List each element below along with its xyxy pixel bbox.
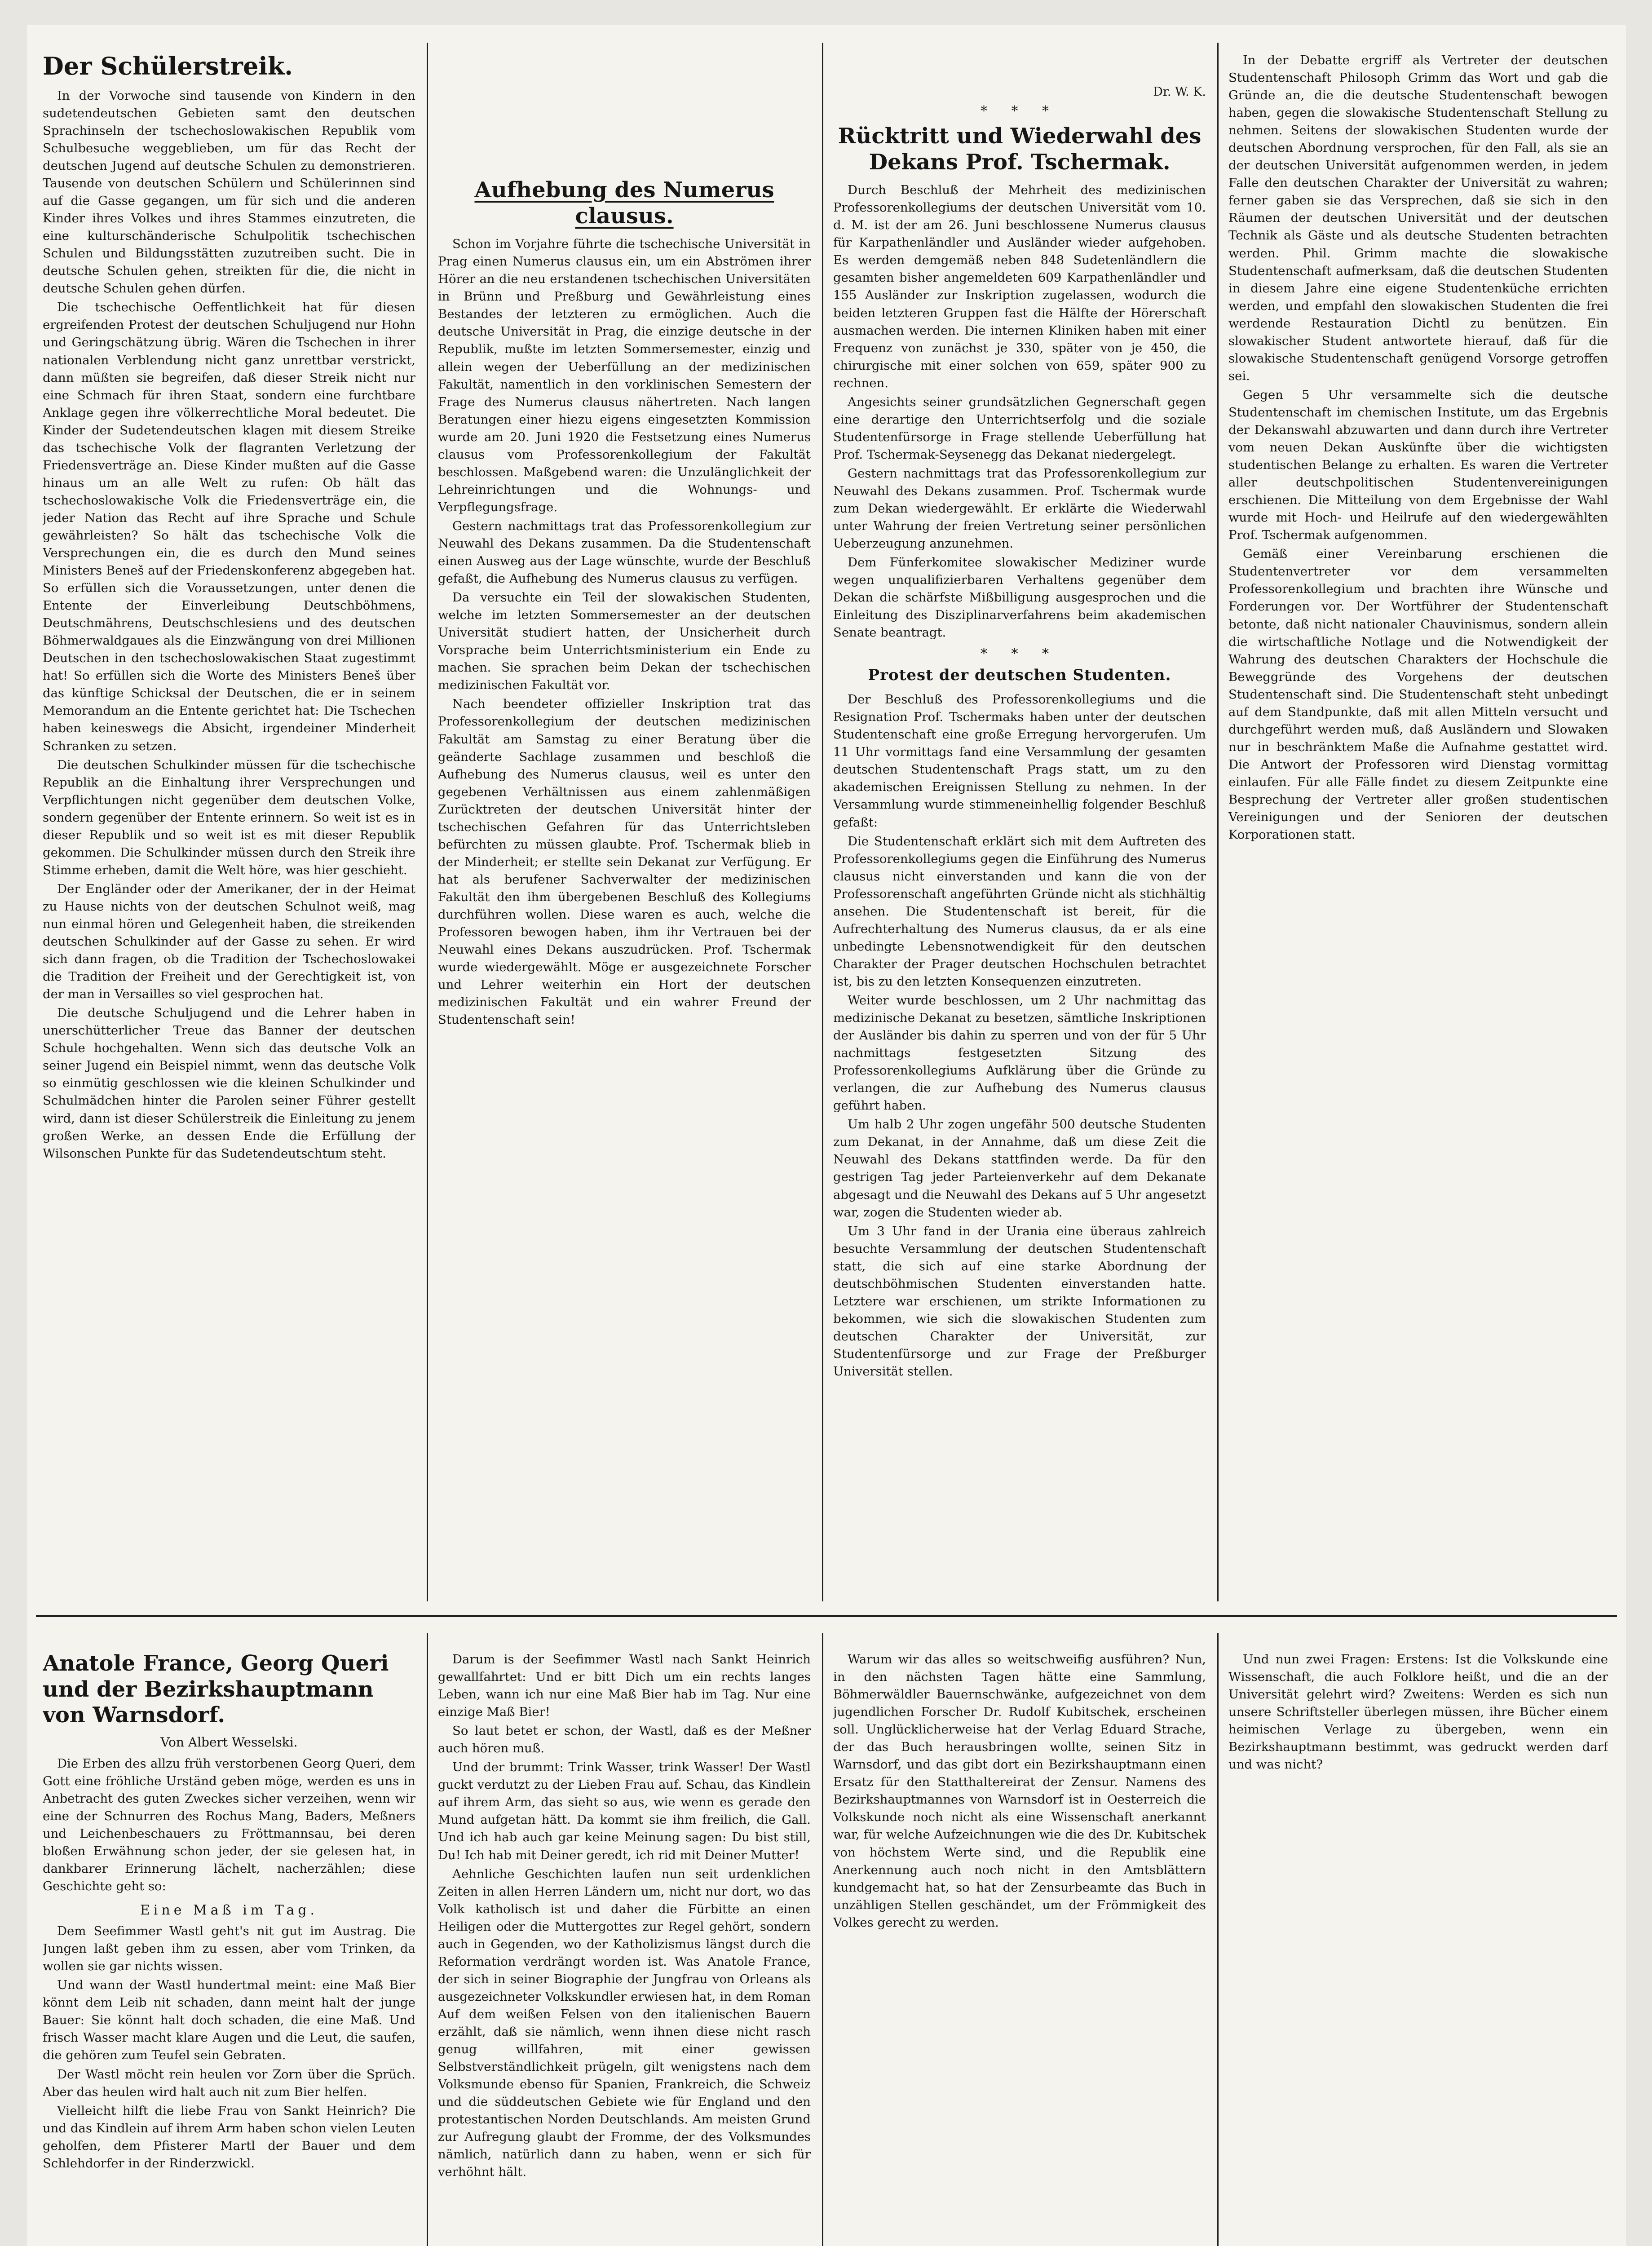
- paragraph: Weiter wurde beschlossen, um 2 Uhr nachmittag das medizinische Dekanat zu besetzen, sämtliche Inskriptionen der Ausländer bis dahin zu sperren und von der für 5 Uhr nachmittags festgesetzten Sitzung des Professorenkollegiums Aufklärung über die Gründe zu verlangen, die zur Aufhebung des Numerus clausus geführt haben.: [833, 993, 1206, 1113]
- paragraph: In der Vorwoche sind tausende von Kindern in den sudetendeutschen Gebieten samt den deutschen Sprachinseln der tschechoslowakischen Republik vom Schulbesuche weggeblieben, um für das Recht der deutschen Jugend auf deutsche Schulen zu demonstrieren. Tausende von deutschen Schülern und Schülerinnen sind auf die Gasse gegangen, um für sich und die anderen Kinder ihres Volkes und ihres Stammes einzutreten, die eine kulturschänderische Schulpolitik tschechischen Schulen und Bildungsstätten zuzutreiben sucht. Die in deutsche Schulen gehen, streikten für die, die nicht in deutsche Schulen gehen dürfen.: [43, 88, 415, 296]
- paragraph: Angesichts seiner grundsätzlichen Gegnerschaft gegen eine derartige den Unterrichtserfolg und die soziale Studentenfürsorge in Frage stellende Ueberfüllung hat Prof. Tschermak-Seysenegg das Dekanat niedergelegt.: [833, 394, 1206, 462]
- paragraph: Gestern nachmittags trat das Professorenkollegium zur Neuwahl des Dekans zusammen. Da die Studentenschaft einen Ausweg aus der Lage wünschte, wurde der Beschluß gefaßt, die Aufhebung des Numerus clausus zu verfügen.: [438, 518, 811, 586]
- paragraph: Um halb 2 Uhr zogen ungefähr 500 deutsche Studenten zum Dekanat, in der Annahme, daß um diese Zeit die Neuwahl des Dekans stattfinden werde. Da für den gestrigen Tag jeder Parteienverkehr auf dem Dekanate abgesagt und die Neuwahl des Dekans auf 5 Uhr angesetzt war, zogen die Studenten wieder ab.: [833, 1117, 1206, 1220]
- column-rule: [1217, 1633, 1219, 2246]
- paragraph: Die deutschen Schulkinder müssen für die tschechische Republik an die Einhaltung ihrer Versprechungen und Verpflichtungen nicht gegenüber dem deutschen Volke, sondern gegenüber der Entente erinnern. So weit ist es in dieser Republik und so weit ist es mit dieser Republik gekommen. Die Schulkinder müssen durch den Streik ihre Stimme erheben, damit die Welt höre, was hier geschieht.: [43, 757, 415, 877]
- paragraph: Der Beschluß des Professorenkollegiums und die Resignation Prof. Tschermaks haben unter der deutschen Studentenschaft eine große Erregung hervorgerufen. Um 11 Uhr vormittags fand eine Versammlung der gesamten deutschen Studentenschaft Prags statt, um zu den akademischen Ereignissen Stellung zu nehmen. In der Versammlung wurde stimmeneinhellig folgender Beschluß gefaßt:: [833, 692, 1206, 830]
- paragraph: Schon im Vorjahre führte die tschechische Universität in Prag einen Numerus clausus ein, um ein Abströmen ihrer Hörer an die neu erstandenen tschechischen Universitäten in Brünn und Preßburg und Gewährleistung eines Bestandes der letzteren zu ermöglichen. Auch die deutsche Universität in Prag, die einzige deutsche in der Republik, mußte im letzten Sommersemester, einzig und allein wegen der Ueberfüllung an der medizinischen Fakultät, namentlich in den vorklinischen Semestern der Frage des Numerus clausus nähertreten. Nach langen Beratungen einer hiezu eigens eingesetzten Kommission wurde am 20. Juni 1920 die Festsetzung eines Numerus clausus vom Professorenkollegium der Fakultät beschlossen. Maßgebend waren: die Unzulänglichkeit der Lehreinrichtungen und die Wohnungs- und Verpflegungsfrage.: [438, 237, 811, 514]
- headline-protest: Protest der deutschen Studenten.: [868, 666, 1171, 685]
- article-debatte: [1228, 52, 1608, 1601]
- signature: Dr. W. K.: [1153, 85, 1206, 99]
- paragraph: Die Studentenschaft erklärt sich mit dem Auftreten des Professorenkollegiums gegen die Einführung des Numerus clausus nicht einverstanden und kann die von der Professorenschaft angeführten Gründe nicht als stichhältig ansehen. Die Studentenschaft ist bereit, für die Aufrechterhaltung des Numerus clausus, da er als eine unbedingte Lebensnotwendigkeit für den deutschen Charakter der Prager deutschen Hochschulen betrachtet ist, bis zu den letzten Konsequenzen einzutreten.: [833, 834, 1206, 989]
- paragraph: Da versuchte ein Teil der slowakischen Studenten, welche im letzten Sommersemester an der deutschen Universität studiert hatten, der Unsicherheit durch Vorsprache beim Unterrichtsministerium ein Ende zu machen. Sie sprachen beim Dekan der tschechischen medizinischen Fakultät vor.: [438, 590, 811, 693]
- paragraph: In der Debatte ergriff als Vertreter der deutschen Studentenschaft Philosoph Grimm das Wort und gab die Gründe an, die die deutsche Studentenschaft bewogen haben, gegen die slowakische Studentenschaft Stellung zu nehmen. Seitens der slowakischen Studenten wurde der deutschen Abordnung versprochen, für den Fall, als sie an der deutschen Universität aufgenommen werden, in jedem Falle den deutschen Charakter der Universität zu wahren; ferner gaben sie das Versprechen, daß sie sich in den Räumen der deutschen Universität und der deutschen Technik als Gäste und als deutsche Studenten betrachten werden. Phil. Grimm machte die slowakische Studentenschaft aufmerksam, daß die deutschen Studenten in diesem Jahre eine eigene Studentenküche errichten werden, und empfahl den slowakischen Studenten die frei werdende Restauration Dichtl zu benützen. Ein slowakischer Student antwortete hierauf, daß für die slowakische Studentenschaft genügend Vorsorge getroffen sei.: [1228, 53, 1608, 383]
- continued-text-top: [438, 52, 811, 177]
- paragraph: Und nun zwei Fragen: Erstens: Ist die Volkskunde eine Wissenschaft, die auch Folklore heißt, und die an der Universität gelehrt wird? Zweitens: Werden es sich nun unsere Schriftsteller überlegen müssen, ihre Bücher einem heimischen Verlage zu übergeben, wenn ein Bezirkshauptmann bestimmt, was gedruckt werden darf und was nicht?: [1228, 1652, 1608, 1772]
- separator-stars: * * *: [980, 103, 1059, 119]
- paragraph: Die tschechische Oeffentlichkeit hat für diesen ergreifenden Protest der deutschen Schuljugend nur Hohn und Geringschätzung übrig. Wären die Tschechen in ihrer nationalen Verblendung nicht ganz unrettbar verstrickt, dann müßten sie begreifen, daß dieser Streik nicht nur eine Schmach für ihren Staat, sondern eine furchtbare Anklage gegen ihre völkerrechtliche Moral bedeutet. Die Kinder der Sudetendeutschen klagen mit diesem Streike das tschechische Volk der flagranten Verletzung der Friedensverträge an. Diese Kinder mußten auf die Gasse hinaus um an alle Welt zu rufen: Ob hält das tschechoslowakische Volk die Friedensverträge ein, die jeder Nation das Recht auf ihre Sprache und Schule gewährleisten? So hält das tschechische Volk die Versprechungen ein, die es durch den Mund seines Ministers Beneš auf der Friedenskonferenz abgegeben hat. So erfüllen sich die Voraussetzungen, unter denen die Entente der Einverleibung Deutschböhmens, Deutschmährens, Deutschschlesiens und des deutschen Böhmerwaldgaues als die Einzwängung von drei Millionen Deutschen in den tschechoslowakischen Staat zugestimmt hat! So erfüllen sich die Worte des Ministers Beneš über das künftige Schicksal der Deutschen, die er in seinem Memorandum an die Entente gerichtet hat: Die Tschechen haben keineswegs die Absicht, irgendeiner Minderheit Schranken zu setzen.: [43, 300, 415, 753]
- paragraph: Die Erben des allzu früh verstorbenen Georg Queri, dem Gott eine fröhliche Urständ geben möge, werden es uns in Anbetracht des guten Zweckes sicher verzeihen, wenn wir eine der Schnurren des Rochus Mang, Baders, Meßners und Leichenbeschauers zu Fröttmannsau, bei deren bloßen Erwähnung schon jeder, der sie gelesen hat, in dankbarer Erinnerung lächelt, nacherzählen; diese Geschichte geht so:: [43, 1756, 415, 1894]
- paragraph: Und wann der Wastl hundertmal meint: eine Maß Bier könnt dem Leib nit schaden, dann meint halt der junge Bauer: Sie könnt halt doch schaden, die eine Maß. Und frisch Wasser macht klare Augen und die Leut, die saufen, die gehören zum Teufel sein Gebraten.: [43, 1978, 415, 2063]
- headline-ruecktritt: Rücktritt und Wiederwahl des Dekans Prof. Tschermak.: [838, 124, 1201, 175]
- section-divider: [36, 1615, 1617, 1617]
- column-rule: [1217, 43, 1219, 1601]
- subheading: Eine Maß im Tag.: [140, 1902, 318, 1919]
- article-schuelerstreik: [43, 52, 415, 1601]
- feuilleton-col-2: [438, 1651, 811, 2246]
- paragraph: Gestern nachmittags trat das Professorenkollegium zur Neuwahl des Dekans zusammen. Prof. Tschermak wurde zum Dekan wiedergewählt. Er erklärte die Wiederwahl unter Wahrung der freien Vertretung seiner persönlichen Ueberzeugung anzunehmen.: [833, 466, 1206, 551]
- article-ruecktritt: [833, 52, 1206, 1601]
- paragraph: Und der brummt: Trink Wasser, trink Wasser! Der Wastl guckt verdutzt zu der Lieben Frau auf. Schau, das Kindlein auf ihrem Arm, das sieht so aus, wie wenn es gerade den Mund aufgetan hätt. Da kommt sie ihm freilich, die Gall. Und ich hab auch gar keine Meinung sagen: Du bist still, Du! Ich hab mit Deiner geredt, ich rid mit Deiner Mutter!: [438, 1760, 811, 1862]
- paragraph: So laut betet er schon, der Wastl, daß es der Meßner auch hören muß.: [438, 1724, 811, 1756]
- column-rule: [822, 1633, 823, 2246]
- headline-anatole-france: Anatole France, Georg Queri und der Bezirkshauptmann von Warnsdorf.: [43, 1651, 389, 1728]
- paragraph: Der Wastl möcht rein heulen vor Zorn über die Sprüch. Aber das heulen wird halt auch nit zum Bier helfen.: [43, 2067, 415, 2099]
- headline-numerus-clausus: Aufhebung des Numerus clausus.: [474, 177, 774, 229]
- headline-schuelerstreik: Der Schülerstreik.: [43, 52, 293, 80]
- paragraph: Warum wir das alles so weitschweifig ausführen? Nun, in den nächsten Tagen hätte eine Sammlung, Böhmerwäldler Bauernschwänke, aufgezeichnet von dem jugendlichen Forscher Dr. Rudolf Kubitschek, erscheinen soll. Unglücklicherweise hat der Verlag Eduard Strache, der das Buch herausbringen wollte, seinen Sitz in Warnsdorf, und das gibt dort ein Bezirkshauptmann einen Ersatz für den Statthaltereirat der Zensur. Namens des Bezirkshauptmannes von Warnsdorf ist in Oesterreich die Volkskunde noch nicht als eine Wissenschaft anerkannt war, für welche Aufzeichnungen wie die des Dr. Kubitschek von höchstem Werte sind, und die Republik eine Anerkennung auch noch nicht in den Amtsblättern kundgemacht hat, so hat der Zensurbeamte das Buch in unzähligen Stellen geschändet, um der Frömmigkeit des Volkes gerecht zu werden.: [833, 1652, 1206, 1930]
- continued-text-top: [833, 52, 1206, 83]
- paragraph: Um 3 Uhr fand in der Urania eine überaus zahlreich besuchte Versammlung der deutschen Studentenschaft statt, die sich auf eine starke Abordnung der deutschböhmischen Studenten einverstanden hatte. Letztere war erschienen, um strikte Informationen zu bekommen, wie sich die slowakischen Studenten zum deutschen Charakter der Universität, zur Studentenfürsorge und zur Frage der Preßburger Universität stellen.: [833, 1224, 1206, 1379]
- paragraph: Nach beendeter offizieller Inskription trat das Professorenkollegium der deutschen medizinischen Fakultät am Samstag zu einer Beratung über die geänderte Sachlage zusammen und beschloß die Aufhebung des Numerus clausus, weil es unter den gegebenen Verhältnissen aus einem zahlenmäßigen Zurücktreten der deutschen Universität hinter der tschechischen Gefahren für das Unterrichtsleben befürchten zu müssen glaubte. Prof. Tschermak blieb in der Minderheit; er stellte sein Dekanat zur Verfügung. Er hat als berufener Sachverwalter der medizinischen Fakultät den ihm übergebenen Beschluß des Kollegiums durchführen wollen. Diese waren es auch, welche die Professoren bewogen haben, ihm ihr Vertrauen bei der Neuwahl eines Dekans auszudrücken. Prof. Tschermak wurde wiedergewählt. Möge er ausgezeichnete Forscher und Lehrer weiterhin ein Hort der deutschen medizinischen Fakultät und ein wahrer Freund der Studentenschaft sein!: [438, 697, 811, 1027]
- feuilleton-col-1: [43, 1651, 415, 2246]
- paragraph: Die deutsche Schuljugend und die Lehrer haben in unerschütterlicher Treue das Banner der deutschen Schule hochgehalten. Wenn sich das deutsche Volk an seiner Jugend ein Beispiel nimmt, wenn das deutsche Volk so einmütig geschlossen wie die kleinen Schulkinder und Schulmädchen hinter die Parolen seiner Führer gestellt wird, dann ist dieser Schülerstreik die Einleitung zu jenem großen Werke, an dessen Ende die Erfüllung der Wilsonschen Punkte für das Sudetendeutschtum steht.: [43, 1006, 415, 1161]
- paragraph: Der Engländer oder der Amerikaner, der in der Heimat zu Hause nichts von der deutschen Schulnot weiß, mag nun einmal hören und Gelegenheit haben, die streikenden deutschen Schulkinder auf der Gasse zu sehen. Er wird sich dann fragen, ob die Tradition der Tschechoslowakei die Tradition der Freiheit und der Gerechtigkeit ist, von der man in Versailles so viel gesprochen hat.: [43, 881, 415, 1002]
- paragraph: Dem Fünferkomitee slowakischer Mediziner wurde wegen unqualifizierbaren Verhaltens gegenüber dem Dekan die schärfste Mißbilligung ausgesprochen und die Einleitung des Disziplinarverfahrens beim akademischen Senate beantragt.: [833, 555, 1206, 640]
- paragraph: Darum is der Seefimmer Wastl nach Sankt Heinrich gewallfahrtet: Und er bitt Dich um ein rechts langes Leben, wann ich nur eine Maß Bier hab im Tag. Nur eine einzige Maß Bier!: [438, 1652, 811, 1720]
- paragraph: Vielleicht hilft die liebe Frau von Sankt Heinrich? Die und das Kindlein auf ihrem Arm haben schon vielen Leuten geholfen, dem Pfisterer Martl der Bauer und dem Schlehdorfer in der Rinderzwickl.: [43, 2103, 415, 2171]
- feuilleton-col-4: [1228, 1651, 1608, 2246]
- paragraph: Dem Seefimmer Wastl geht's nit gut im Austrag. Die Jungen laßt geben ihm zu essen, aber vom Trinken, da wollen sie gar nichts wissen.: [43, 1924, 415, 1974]
- paragraph: Durch Beschluß der Mehrheit des medizinischen Professorenkollegiums der deutschen Universität vom 10. d. M. ist der am 26. Juni beschlossene Numerus clausus für Karpathenländler und Ausländer wieder aufgehoben. Es werden demgemäß neben 848 Sudetenländlern die gesamten bisher angemeldeten 609 Karpathenländler und 155 Ausländer zur Inskription zugelassen, wodurch die beiden letzteren Gruppen fast die Hälfte der Hörerschaft ausmachen werden. Die internen Kliniken haben mit einer Frequenz von zunächst je 330, später von je 450, die chirurgische mit einer solchen von 659, später 900 zu rechnen.: [833, 183, 1206, 390]
- column-rule: [427, 1633, 428, 2246]
- separator-stars: * * *: [980, 646, 1059, 662]
- article-numerus-clausus: [438, 52, 811, 1601]
- feuilleton-col-3: [833, 1651, 1206, 2246]
- paragraph: Gemäß einer Vereinbarung erschienen die Studentenvertreter vor dem versammelten Professorenkollegium und brachten ihre Wünsche und Forderungen vor. Der Wortführer der Studentenschaft betonte, daß nicht nationaler Chauvinismus, sondern allein die wirtschaftliche Notlage und die Notwendigkeit der Wahrung des deutschen Charakters der Hochschule die Beweggründe des Vorgehens der deutschen Studentenschaft sind. Die Studentenschaft steht unbedingt auf dem Standpunkte, daß mit allen Mitteln versucht und durchgeführt werden muß, daß Ausländern und Slowaken nur in beschränktem Maße die Aufnahme gestattet wird. Die Antwort der Professoren wird Dienstag vormittag einlaufen. Für alle Fälle findet zu diesem Zeitpunkte eine Besprechung der Vertreter aller großen studentischen Vereinigungen und der Senioren der deutschen Korporationen statt.: [1228, 547, 1608, 842]
- paragraph: Aehnliche Geschichten laufen nun seit urdenklichen Zeiten in allen Herren Ländern um, nicht nur dort, wo das Volk katholisch ist und daher die Fürbitte an einen Heiligen oder die Muttergottes zur Regel gehört, sondern auch in Gegenden, wo der Katholizismus längst durch die Reformation verdrängt worden ist. Was Anatole France, der sich in seiner Biographie der Jungfrau von Orleans als ausgezeichneter Volkskundler erwiesen hat, in dem Roman Auf dem weißen Felsen von den italienischen Bauern erzählt, daß sie nämlich, wenn ihnen diese nicht rasch genug willfahren, mit einer gewissen Selbstverständlichkeit prügeln, gilt wenigstens nach dem Volksmunde ebenso für Spanien, Frankreich, die Schweiz und die süddeutschen Gebiete wie für England und den protestantischen Norden Deutschlands. Am meisten Grund zur Aufregung glaubt der Fromme, der des Volksmundes nämlich, natürlich dann zu haben, wenn er sich für verhöhnt hält.: [438, 1866, 811, 2180]
- column-rule: [822, 43, 823, 1601]
- newspaper-page: [27, 25, 1626, 2246]
- column-rule: [427, 43, 428, 1601]
- byline: Von Albert Wesselski.: [160, 1734, 298, 1750]
- paragraph: Gegen 5 Uhr versammelte sich die deutsche Studentenschaft im chemischen Institute, um das Ergebnis der Dekanswahl abzuwarten und dann durch ihre Vertreter vom neuen Dekan Auskünfte über die wichtigsten studentischen Belange zu erhalten. Es waren die Vertreter aller deutschpolitischen Studentenvereinigungen erschienen. Die Mitteilung von dem Ergebnisse der Wahl wurde mit Hoch- und Heilrufe auf den wiedergewählten Prof. Tschermak aufgenommen.: [1228, 387, 1608, 543]
